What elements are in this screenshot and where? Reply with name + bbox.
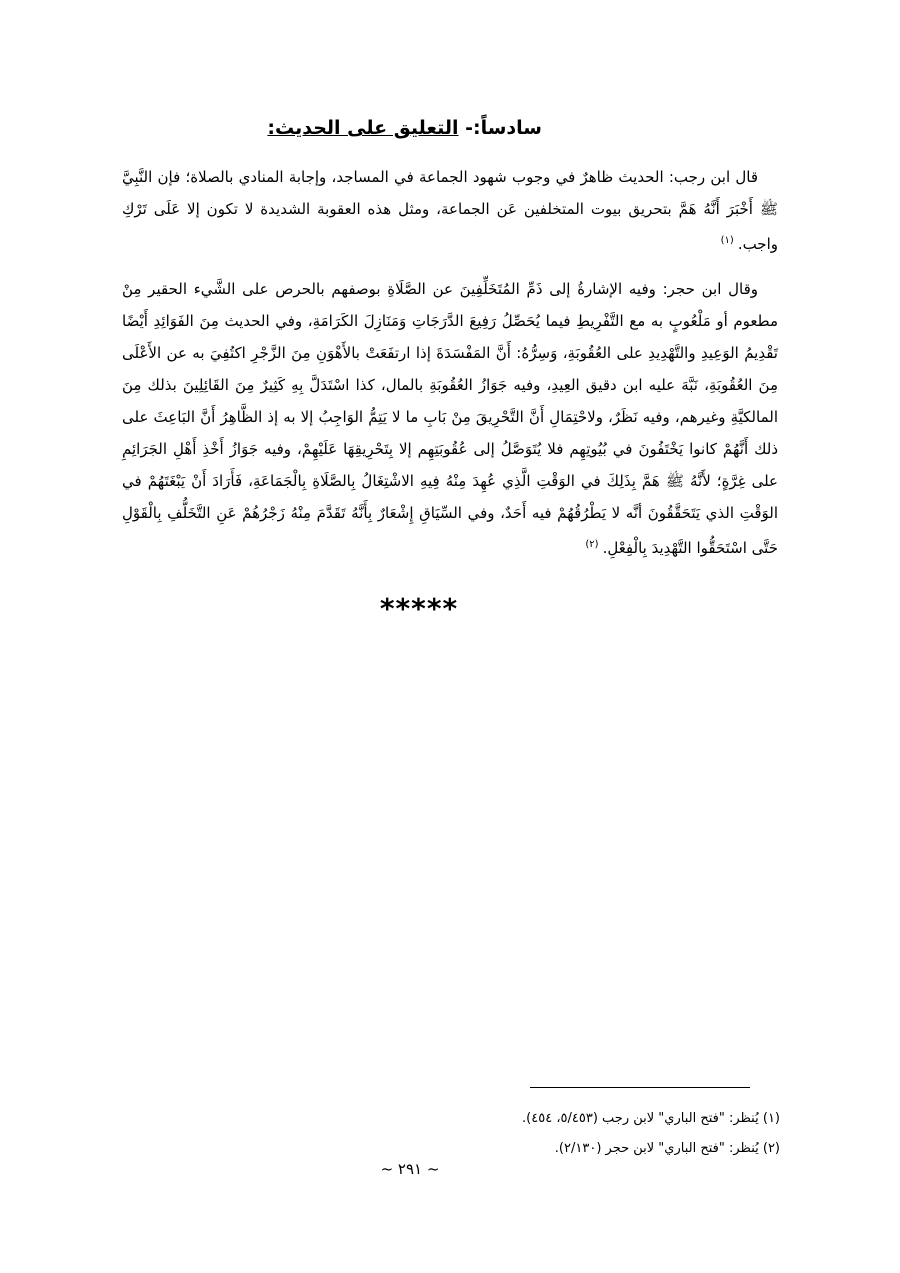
footnote-divider (530, 1087, 750, 1088)
paragraph-ibn-rajab (122, 161, 778, 260)
section-heading-prefix: سادساً:- (458, 117, 542, 139)
section-separator: ***** (379, 592, 459, 625)
section-heading-title: التعليق على الحديث: (267, 117, 459, 139)
footnotes (280, 1104, 780, 1164)
paragraph-text: قال ابن رجب: الحديث ظاهرٌ في وجوب شهود الجماعة في المساجد، وإجابة المنادي بالصلاة؛ فإن النَّبِيَّ ﷺ أَخْبَرَ أَنَّهُ هَمَّ بتحريق بيوت المتخلفين عَن الجماعة، ومثل هذه العقوبة الشديدة لا تكون إلا عَلَى تَرْكِ واجب. (122, 168, 778, 253)
paragraph-text: وقال ابن حجر: وفيه الإشارةُ إلى ذَمِّ المُتَخَلِّفِينَ عن الصَّلَاةِ بوصفهم بالحرص على الشَّيء الحقير مِنْ مطعوم أو مَلْعُوبٍ به مع التَّفْرِيطِ فيما يُحَصِّلُ رَفِيعَ الدَّرَجَاتِ وَمَنَازِلَ الكَرَامَةِ، وفي الحديث مِنَ الفَوَائِدِ أَيْضًا تَقْدِيمُ الوَعِيدِ والتَّهْدِيدِ على العُقُوبَةِ، وَسِرُّهُ: أَنَّ المَفْسَدَةَ إذا ارتفَعَتْ بالأَهْوَنِ مِنَ الزَّجْرِ اكتُفِيَ به عن الأَعْلَى مِنَ العُقُوبَةِ، نَبَّهَ عليه ابن دقيق العِيدِ، وفيه جَوَازُ العُقُوبَةِ بالمال، كذا اسْتَدَلَّ بِهِ كَثِيرٌ مِنَ القَائِلِينَ بذلك مِنَ المالكيَّةِ وغيرهم، وفيه نَظَرٌ، ولاحْتِمَالِ أَنَّ التَّحْرِيقَ مِنْ بَابِ ما لا يَتِمُّ الوَاجِبُ إلا به إذ الظَّاهِرُ أَنَّ البَاعِثَ على ذلك أَنَّهُمْ كانوا يَخْتَفُونَ في بُيُوتِهِم فلا يُتَوَصَّلُ إلى عُقُوبَتِهِم إلا بِتَحْرِيقِهَا عَلَيْهِمْ، وفيه جَوَازُ أَخْذِ أَهْلِ الجَرَائِمِ على غِرَّةٍ؛ لأَنَّهُ ﷺ هَمَّ بِذَلِكَ في الوَقْتِ الَّذِي عُهِدَ مِنْهُ فِيهِ الاشْتِغَالُ بِالصَّلَاةِ بِالْجَمَاعَةِ، فَأَرَادَ أَنْ يَبْغَتَهُمْ في الوَقْتِ الذي يَتَحَقَّقُونَ أنَّه لا يَطْرُقُهُمْ فيه أَحَدٌ، وفي السِّيَاقِ إِشْعَارٌ بِأَنَّهُ تَقَدَّمَ مِنْهُ زَجْرُهُمْ عَنِ التَّخَلُّفِ بِالْقَوْلِ حَتَّى اسْتَحَقُّوا التَّهْدِيدَ بِالْفِعْلِ. (122, 280, 778, 557)
paragraph-ibn-hajar (122, 273, 778, 564)
footnote-ref: (٢) (585, 539, 599, 550)
page-number: ~ ٢٩١ ~ (380, 1160, 440, 1178)
footnote-item: (٢) يُنظر: "فتح الباري" لابن حجر (٢/١٣٠). (554, 1141, 780, 1156)
section-heading (267, 116, 542, 141)
footnote-item: (١) يُنظر: "فتح الباري" لابن رجب (٥/٤٥٣، ٤٥٤). (522, 1111, 780, 1126)
footnote-ref: (١) (720, 235, 734, 246)
